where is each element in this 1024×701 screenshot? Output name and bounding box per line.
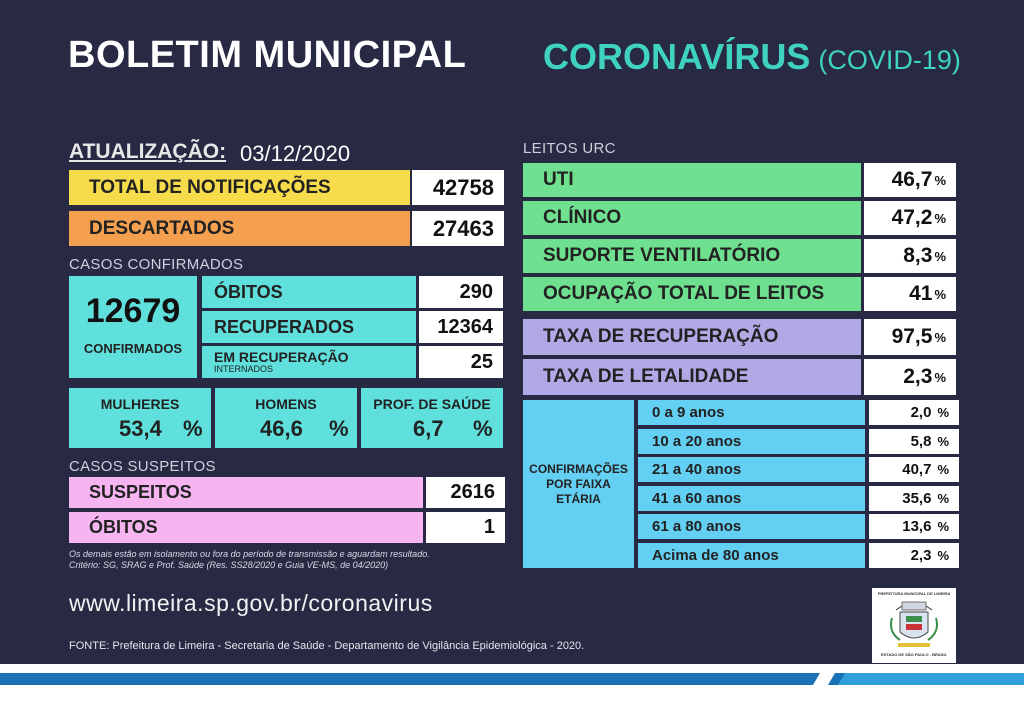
total-notificacoes-row (69, 170, 504, 205)
em-recuperacao-row (202, 346, 503, 378)
suspeitos-obitos-value: 1 (426, 512, 505, 543)
prefeitura-logo (872, 588, 956, 663)
mulheres-box (69, 388, 211, 448)
taxa-recuperacao-value-box (864, 319, 956, 355)
page-title: BOLETIM MUNICIPAL (68, 34, 467, 76)
footer-fonte: FONTE: Prefeitura de Limeira - Secretaria de Saúde - Departamento de Vigilância Epidemiológica - 2020. (69, 640, 585, 652)
update-label: ATUALIZAÇÃO: (69, 140, 227, 163)
faixa-etaria-value: 5,8 (910, 433, 932, 450)
page-subtitle (543, 36, 961, 78)
suspeitos-value: 2616 (426, 477, 505, 508)
faixa-etaria-row (638, 457, 959, 482)
coronavirus-title: CORONAVÍRUS (543, 36, 811, 77)
taxa-letalidade-row (523, 359, 956, 395)
recuperados-row (202, 311, 503, 343)
logo-text-top: PREFEITURA MUNICIPAL DE LIMEIRA (877, 591, 951, 596)
prof-saude-value: 6,7 (413, 416, 444, 441)
uti-label: UTI (523, 163, 861, 197)
obitos-label: ÓBITOS (202, 276, 416, 308)
confirmados-label: CONFIRMADOS (83, 341, 183, 356)
taxa-letalidade-value-box (864, 359, 956, 395)
note-line-2: Critério: SG, SRAG e Prof. Saúde (Res. SS28/2020 e Guia VE-MS, de 04/2020) (69, 560, 389, 570)
footer-url[interactable]: www.limeira.sp.gov.br/coronavirus (69, 590, 433, 616)
section-casos-suspeitos: CASOS SUSPEITOS (69, 458, 216, 475)
taxa-recuperacao-row (523, 319, 956, 355)
faixa-etaria-title: CONFIRMAÇÕES POR FAIXA ETÁRIA (523, 400, 634, 568)
taxa-letalidade-label: TAXA DE LETALIDADE (523, 359, 861, 395)
faixa-etaria-label: 61 a 80 anos (638, 514, 865, 539)
mulheres-pct: % (183, 416, 203, 441)
clinico-value-box (864, 201, 956, 235)
mulheres-label: MULHERES (100, 396, 180, 412)
suspeitos-obitos-label: ÓBITOS (69, 512, 423, 543)
ocupacao-row (523, 277, 956, 311)
clinico-label: CLÍNICO (523, 201, 861, 235)
faixa-etaria-label: 21 a 40 anos (638, 457, 865, 482)
faixa-etaria-value: 13,6 (902, 518, 932, 535)
faixa-etaria-row (638, 543, 959, 568)
faixa-etaria-value-box (869, 457, 959, 482)
uti-value: 46,7 (891, 168, 933, 191)
ocupacao-label: OCUPAÇÃO TOTAL DE LEITOS (523, 277, 861, 311)
taxa-recuperacao-value: 97,5 (891, 325, 933, 348)
section-casos-confirmados: CASOS CONFIRMADOS (69, 256, 244, 273)
homens-pct: % (329, 416, 349, 441)
faixa-etaria-value-box (869, 429, 959, 454)
homens-box (215, 388, 357, 448)
suspeitos-label: SUSPEITOS (69, 477, 423, 508)
faixa-etaria-value: 40,7 (902, 461, 932, 478)
suspeitos-row (69, 477, 505, 508)
faixa-etaria-value-box (869, 514, 959, 539)
suspeitos-obitos-row (69, 512, 505, 543)
homens-label: HOMENS (255, 396, 317, 412)
clinico-pct: % (934, 210, 946, 226)
em-recuperacao-label: EM RECUPERAÇÃO (214, 349, 349, 365)
prof-saude-pct: % (473, 416, 493, 441)
suporte-value-box (864, 239, 956, 273)
faixa-etaria-value-box (869, 543, 959, 568)
suporte-value: 8,3 (903, 244, 933, 267)
prof-saude-box (361, 388, 503, 448)
suporte-pct: % (934, 248, 946, 264)
ocupacao-pct: % (934, 286, 946, 302)
faixa-etaria-row (638, 429, 959, 454)
note-line-1: Os demais estão em isolamento ou fora do período de transmissão e aguardam resultado. (69, 549, 430, 559)
update-date: 03/12/2020 (240, 141, 351, 166)
uti-value-box (864, 163, 956, 197)
taxa-recuperacao-pct: % (934, 329, 946, 345)
mulheres-value: 53,4 (119, 416, 162, 441)
obitos-row (202, 276, 503, 308)
logo-text-bottom: ESTADO DE SÃO PAULO - BRASIL (880, 652, 948, 657)
footer-stripes (0, 664, 1024, 701)
confirmados-total: 12679 (85, 292, 181, 330)
faixa-etaria-pct: % (937, 491, 949, 506)
faixa-etaria-label: 10 a 20 anos (638, 429, 865, 454)
descartados-label: DESCARTADOS (69, 211, 410, 246)
covid-subtitle: (COVID-19) (818, 45, 961, 75)
faixa-etaria-label: 41 a 60 anos (638, 486, 865, 511)
faixa-etaria-value: 2,3 (910, 547, 932, 564)
em-recuperacao-sub: INTERNADOS (214, 364, 274, 374)
faixa-etaria-row (638, 514, 959, 539)
uti-row (523, 163, 956, 197)
faixa-etaria-value-box (869, 400, 959, 425)
recuperados-label: RECUPERADOS (202, 311, 416, 343)
faixa-etaria-value-box (869, 486, 959, 511)
faixa-etaria-value: 35,6 (902, 490, 932, 507)
clinico-value: 47,2 (891, 206, 933, 229)
suporte-row (523, 239, 956, 273)
obitos-value: 290 (419, 276, 503, 308)
descartados-value: 27463 (412, 211, 504, 246)
em-recuperacao-value: 25 (419, 346, 503, 378)
recuperados-value: 12364 (419, 311, 503, 343)
faixa-etaria-label: Acima de 80 anos (638, 543, 865, 568)
faixa-etaria-value: 2,0 (910, 404, 932, 421)
faixa-etaria-row (638, 400, 959, 425)
total-notificacoes-label: TOTAL DE NOTIFICAÇÕES (69, 170, 410, 205)
taxa-letalidade-pct: % (934, 369, 946, 385)
faixa-etaria-pct: % (937, 462, 949, 477)
faixa-etaria-pct: % (937, 548, 949, 563)
clinico-row (523, 201, 956, 235)
faixa-etaria-pct: % (937, 434, 949, 449)
section-leitos-urc: LEITOS URC (523, 140, 616, 157)
taxa-letalidade-value: 2,3 (903, 365, 933, 388)
homens-value: 46,6 (260, 416, 303, 441)
descartados-row (69, 211, 504, 246)
ocupacao-value: 41 (909, 282, 933, 305)
uti-pct: % (934, 172, 946, 188)
total-notificacoes-value: 42758 (412, 170, 504, 205)
ocupacao-value-box (864, 277, 956, 311)
faixa-etaria-pct: % (937, 519, 949, 534)
taxa-recuperacao-label: TAXA DE RECUPERAÇÃO (523, 319, 861, 355)
suporte-label: SUPORTE VENTILATÓRIO (523, 239, 861, 273)
faixa-etaria-row (638, 486, 959, 511)
em-recuperacao-label-box (202, 346, 416, 378)
prof-saude-label: PROF. DE SAÚDE (373, 396, 491, 412)
faixa-etaria-pct: % (937, 405, 949, 420)
confirmados-box (69, 276, 197, 378)
faixa-etaria-label: 0 a 9 anos (638, 400, 865, 425)
